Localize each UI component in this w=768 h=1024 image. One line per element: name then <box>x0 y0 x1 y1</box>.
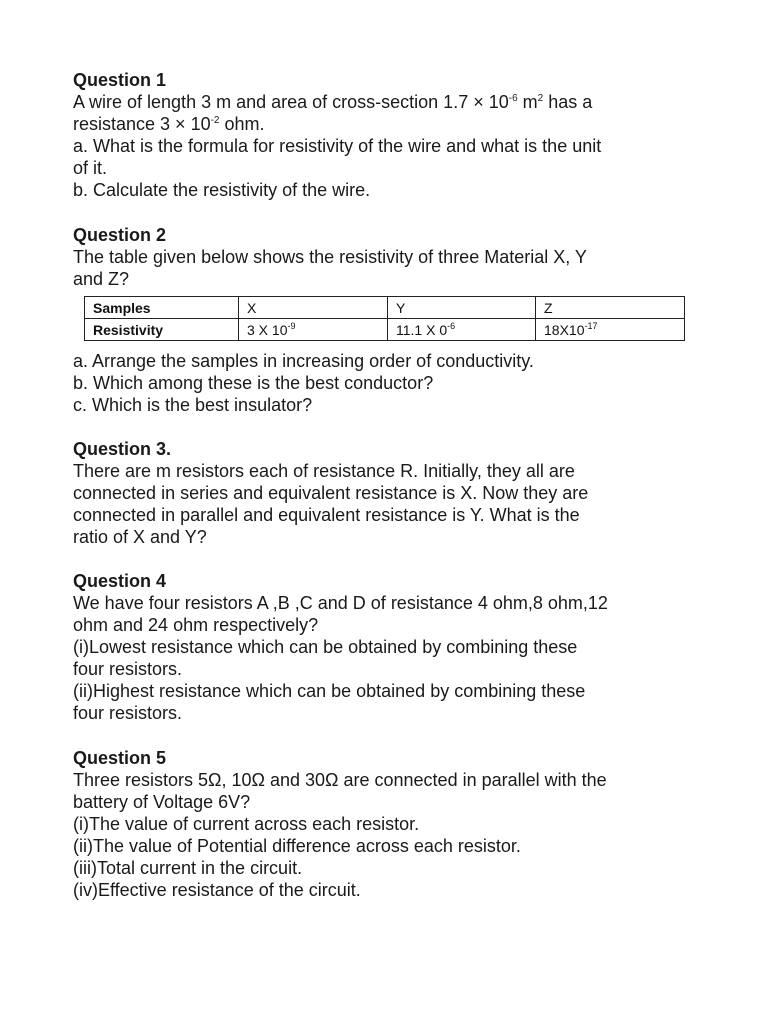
question-3-title: Question 3. <box>73 439 172 459</box>
question-3-line-3: connected in parallel and equivalent resistance is Y. What is the <box>73 505 580 525</box>
question-1 <box>73 69 733 201</box>
question-3-line-4: ratio of X and Y? <box>73 527 207 547</box>
question-1-title: Question 1 <box>73 70 167 90</box>
question-2-line-1: The table given below shows the resistivity of three Material X, Y <box>73 247 587 267</box>
table-header-x: X <box>239 297 388 319</box>
question-5-line-6: (iv)Effective resistance of the circuit. <box>73 880 361 900</box>
question-4 <box>73 570 733 724</box>
question-1-line-1: A wire of length 3 m and area of cross-section $1.7 \times 10^{-6}$ $m^2$ has a <box>73 92 593 112</box>
question-5-title: Question 5 <box>73 748 167 768</box>
question-4-line-5: (ii)Highest resistance which can be obtained by combining these <box>73 681 586 701</box>
question-2-part-c: c. Which is the best insulator? <box>73 395 313 415</box>
table-row-label: Resistivity <box>85 319 239 341</box>
question-3-line-2: connected in series and equivalent resistance is X. Now they are <box>73 483 589 503</box>
question-4-line-1: We have four resistors A ,B ,C and D of resistance 4 ohm,8 ohm,12 <box>73 593 608 613</box>
question-5 <box>73 747 733 901</box>
question-5-line-5: (iii)Total current in the circuit. <box>73 858 303 878</box>
question-2-line-2: and Z? <box>73 269 130 289</box>
question-5-line-3: (i)The value of current across each resistor. <box>73 814 420 834</box>
question-5-line-1: Three resistors 5Ω, 10Ω and 30Ω are connected in parallel with the <box>73 770 607 790</box>
question-1-line-5: b. Calculate the resistivity of the wire. <box>73 180 371 200</box>
table-cell-z: $18X10^{-17}$ <box>536 319 685 341</box>
question-2-parts <box>73 350 733 416</box>
table-header-row <box>85 297 685 319</box>
question-4-line-2: ohm and 24 ohm respectively? <box>73 615 319 635</box>
table-row <box>85 319 685 341</box>
question-4-line-4: four resistors. <box>73 659 183 679</box>
resistivity-table <box>84 296 685 341</box>
question-1-line-2: resistance $3 \times 10^{-2}$ ohm. <box>73 114 265 134</box>
table-cell-y: 11.1 X $0^{-6}$ <box>388 319 536 341</box>
question-2 <box>73 224 733 290</box>
table-header-y: Y <box>388 297 536 319</box>
question-5-line-4: (ii)The value of Potential difference across each resistor. <box>73 836 521 856</box>
question-1-line-3: a. What is the formula for resistivity of the wire and what is the unit <box>73 136 602 156</box>
table-header-z: Z <box>536 297 685 319</box>
question-5-line-2: battery of Voltage 6V? <box>73 792 251 812</box>
question-4-line-6: four resistors. <box>73 703 183 723</box>
question-2-part-a: a. Arrange the samples in increasing order of conductivity. <box>73 351 534 371</box>
question-1-line-4: of it. <box>73 158 108 178</box>
table-header-samples: Samples <box>85 297 239 319</box>
question-4-title: Question 4 <box>73 571 167 591</box>
question-3-line-1: There are m resistors each of resistance R. Initially, they all are <box>73 461 575 481</box>
question-2-title: Question 2 <box>73 225 167 245</box>
question-2-part-b: b. Which among these is the best conductor? <box>73 373 434 393</box>
question-3 <box>73 438 733 548</box>
table-cell-x: 3 X $10^{-9}$ <box>239 319 388 341</box>
question-4-line-3: (i)Lowest resistance which can be obtained by combining these <box>73 637 578 657</box>
